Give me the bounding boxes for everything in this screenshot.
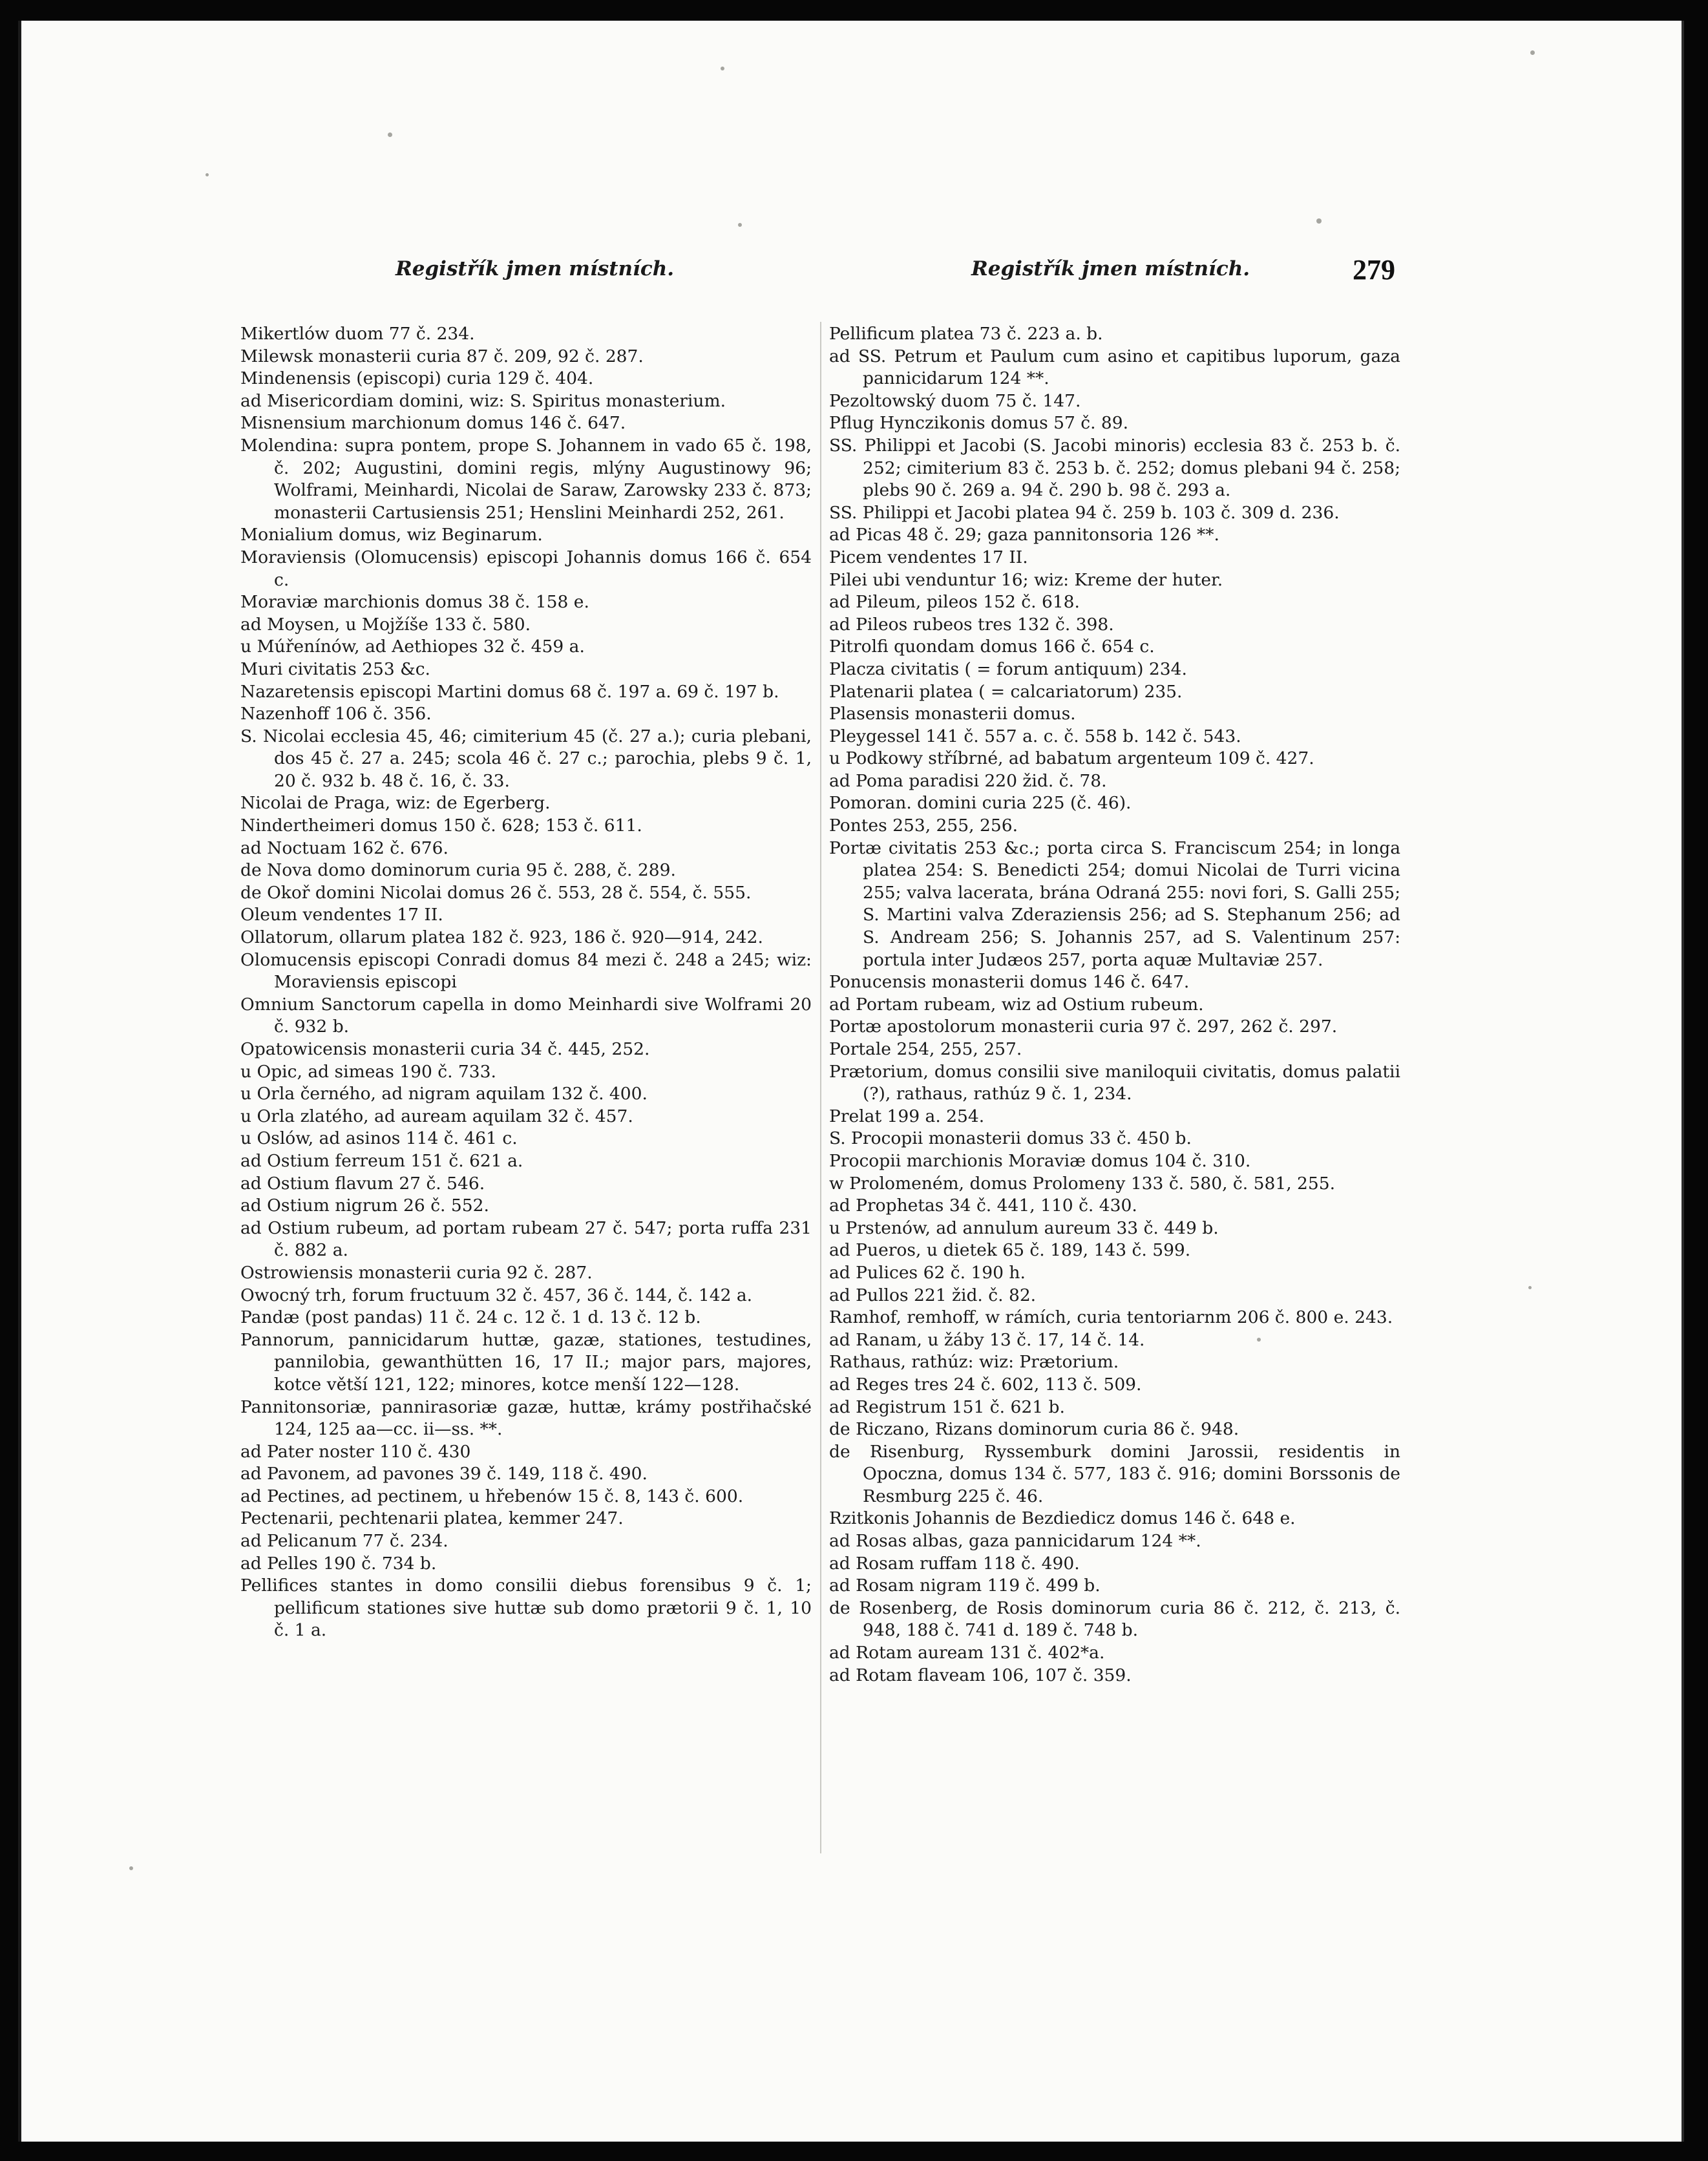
dust-speck — [721, 67, 724, 70]
dust-speck — [388, 132, 392, 137]
index-entry: ad Ostium rubeum, ad portam rubeam 27 č. 547; porta ruffa 231 č. 882 a. — [240, 1218, 812, 1261]
index-entry: de Nova domo dominorum curia 95 č. 288, č. 289. — [240, 860, 676, 881]
index-entry: Pleygessel 141 č. 557 a. c. č. 558 b. 142 č. 543. — [829, 726, 1241, 746]
index-entry: ad Pullos 221 žid. č. 82. — [829, 1285, 1037, 1305]
index-entry: ad SS. Petrum et Paulum cum asino et capitibus luporum, gaza pannicidarum 124 **. — [829, 346, 1400, 389]
index-entry: ad Portam rubeam, wiz ad Ostium rubeum. — [829, 994, 1204, 1015]
dust-speck — [738, 223, 742, 227]
dust-speck — [206, 173, 209, 176]
index-entry: Pomoran. domini curia 225 (č. 46). — [829, 793, 1132, 814]
index-entry: Monialium domus, wiz Beginarum. — [240, 525, 543, 545]
index-entry: Mindenensis (episcopi) curia 129 č. 404. — [240, 368, 594, 389]
index-entry: de Rosenberg, de Rosis dominorum curia 86 č. 212, č. 213, č. 948, 188 č. 741 d. 189 č. 748 b. — [829, 1597, 1400, 1641]
left-running-head: Registřík jmen místních. — [395, 257, 675, 280]
column-divider — [820, 322, 821, 1853]
index-entry: ad Pavonem, ad pavones 39 č. 149, 118 č. 490. — [240, 1464, 648, 1484]
index-entry: u Podkowy stříbrné, ad babatum argenteum 109 č. 427. — [829, 748, 1314, 769]
index-entry: Olomucensis episcopi Conradi domus 84 mezi č. 248 a 245; wiz: Moraviensis episcopi — [240, 949, 812, 993]
index-entry: Pectenarii, pechtenarii platea, kemmer 247. — [240, 1508, 624, 1529]
index-entry: u Opic, ad simeas 190 č. 733. — [240, 1061, 496, 1082]
index-entry: Portæ civitatis 253 &c.; porta circa S. Franciscum 254; in longa platea 254: S. Benedicti 254; domui Nicolai de Turri vicina 255; valva lacerata, brána Odraná 255: novi fori, S. Galli 255; S. Martini valva Zderaziensis 256; ad S. Stephanum 256; ad S. Andream 256; S. Johannis 257, ad S. Valentinum 257: portula inter Judæos 257, porta aquæ Multaviæ 257. — [829, 838, 1400, 970]
index-entry: ad Pileos rubeos tres 132 č. 398. — [829, 614, 1114, 635]
index-entry: ad Misericordiam domini, wiz: S. Spiritus monasterium. — [240, 390, 726, 411]
index-entry: ad Reges tres 24 č. 602, 113 č. 509. — [829, 1374, 1142, 1395]
index-entry: Plasensis monasterii domus. — [829, 704, 1076, 724]
dust-speck — [1257, 1338, 1261, 1342]
index-column-left — [240, 323, 812, 1642]
index-entry: Pflug Hynczikonis domus 57 č. 89. — [829, 413, 1129, 434]
index-entry: Rathaus, rathúz: wiz: Prætorium. — [829, 1352, 1119, 1373]
index-column-right — [829, 323, 1400, 1687]
index-entry: Omnium Sanctorum capella in domo Meinhardi sive Wolframi 20 č. 932 b. — [240, 994, 812, 1037]
index-entry: Procopii marchionis Moraviæ domus 104 č. 310. — [829, 1150, 1251, 1171]
index-entry: u Orla zlatého, ad auream aquilam 32 č. 457. — [240, 1106, 633, 1126]
index-entry: ad Pelles 190 č. 734 b. — [240, 1553, 437, 1574]
dust-speck — [1528, 1286, 1532, 1289]
dust-speck — [129, 1866, 133, 1870]
index-entry: Prætorium, domus consilii sive maniloquii civitatis, domus palatii (?), rathaus, rathúz 9 č. 1, 234. — [829, 1061, 1400, 1104]
page-number: 279 — [1353, 254, 1395, 286]
index-entry: Rzitkonis Johannis de Bezdiedicz domus 146 č. 648 e. — [829, 1508, 1296, 1529]
index-entry: ad Ostium ferreum 151 č. 621 a. — [240, 1150, 523, 1171]
index-entry: Pellifices stantes in domo consilii diebus forensibus 9 č. 1; pellificum stationes sive huttæ sub domo prætorii 9 č. 1, 10 č. 1 a. — [240, 1576, 812, 1641]
index-entry: u Múřenínów, ad Aethiopes 32 č. 459 a. — [240, 637, 585, 657]
index-entry: u Prstenów, ad annulum aureum 33 č. 449 b. — [829, 1218, 1219, 1238]
index-entry: Pandæ (post pandas) 11 č. 24 c. 12 č. 1 d. 13 č. 12 b. — [240, 1307, 701, 1328]
index-entry: ad Poma paradisi 220 žid. č. 78. — [829, 770, 1107, 791]
index-entry: Prelat 199 a. 254. — [829, 1106, 985, 1126]
index-entry: Portale 254, 255, 257. — [829, 1039, 1022, 1059]
index-entry: Moraviæ marchionis domus 38 č. 158 e. — [240, 592, 589, 613]
right-running-head: Registřík jmen místních. — [971, 257, 1250, 280]
index-entry: S. Procopii monasterii domus 33 č. 450 b. — [829, 1128, 1192, 1149]
index-entry: Nindertheimeri domus 150 č. 628; 153 č. 611. — [240, 816, 642, 836]
index-entry: Ramhof, remhoff, w rámích, curia tentoriarnm 206 č. 800 e. 243. — [829, 1307, 1393, 1328]
index-entry: S. Nicolai ecclesia 45, 46; cimiterium 45 (č. 27 a.); curia plebani, dos 45 č. 27 a. 245; scola 46 č. 27 c.; parochia, plebs 9 č. 1, 20 č. 932 b. 48 č. 16, č. 33. — [240, 726, 812, 791]
index-entry: ad Ostium flavum 27 č. 546. — [240, 1173, 485, 1194]
index-entry: Ponucensis monasterii domus 146 č. 647. — [829, 972, 1190, 993]
index-entry: ad Prophetas 34 č. 441, 110 č. 430. — [829, 1196, 1137, 1216]
index-entry: Molendina: supra pontem, prope S. Johannem in vado 65 č. 198, č. 202; Augustini, domini regis, mlýny Augustinowy 96; Wolframi, Meinhardi, Nicolai de Saraw, Zarowsky 233 č. 873; monasterii Cartusiensis 251; Henslini Meinhardi 252, 261. — [240, 435, 812, 523]
index-entry: de Okoř domini Nicolai domus 26 č. 553, 28 č. 554, č. 555. — [240, 882, 752, 903]
index-entry: de Risenburg, Ryssemburk domini Jarossii, residentis in Opoczna, domus 134 č. 577, 183 č. 916; domini Borssonis de Resmburg 225 č. 46. — [829, 1441, 1400, 1506]
index-entry: ad Registrum 151 č. 621 b. — [829, 1397, 1065, 1417]
index-entry: Oleum vendentes 17 II. — [240, 905, 443, 925]
index-entry: Owocný trh, forum fructuum 32 č. 457, 36 č. 144, č. 142 a. — [240, 1285, 753, 1305]
index-entry: ad Rosas albas, gaza pannicidarum 124 **. — [829, 1531, 1201, 1552]
index-entry: Pontes 253, 255, 256. — [829, 816, 1018, 836]
index-entry: Portæ apostolorum monasterii curia 97 č. 297, 262 č. 297. — [829, 1017, 1338, 1037]
index-entry: Placza civitatis ( = forum antiquum) 234. — [829, 659, 1187, 679]
index-entry: Opatowicensis monasterii curia 34 č. 445, 252. — [240, 1039, 650, 1059]
index-entry: ad Ostium nigrum 26 č. 552. — [240, 1196, 489, 1216]
index-entry: ad Noctuam 162 č. 676. — [240, 838, 448, 858]
index-entry: Platenarii platea ( = calcariatorum) 235. — [829, 681, 1183, 702]
index-entry: Pannorum, pannicidarum huttæ, gazæ, stationes, testudines, pannilobia, gewanthütten 16, 17 II.; major pars, majores, kotce větší 121, 122; minores, kotce menší 122—128. — [240, 1329, 812, 1395]
index-entry: Pellificum platea 73 č. 223 a. b. — [829, 324, 1103, 344]
index-entry: ad Pileum, pileos 152 č. 618. — [829, 592, 1080, 613]
index-entry: ad Rotam auream 131 č. 402*a. — [829, 1643, 1105, 1663]
index-entry: ad Rosam ruffam 118 č. 490. — [829, 1553, 1080, 1574]
index-entry: Nicolai de Praga, wiz: de Egerberg. — [240, 793, 551, 814]
index-entry: ad Rotam flaveam 106, 107 č. 359. — [829, 1665, 1132, 1685]
index-entry: ad Pectines, ad pectinem, u hřebenów 15 č. 8, 143 č. 600. — [240, 1486, 744, 1506]
index-entry: Nazenhoff 106 č. 356. — [240, 704, 432, 724]
index-entry: Misnensium marchionum domus 146 č. 647. — [240, 413, 626, 434]
index-entry: Ostrowiensis monasterii curia 92 č. 287. — [240, 1262, 593, 1283]
index-entry: Muri civitatis 253 &c. — [240, 659, 430, 679]
index-entry: Moraviensis (Olomucensis) episcopi Johannis domus 166 č. 654 c. — [240, 547, 812, 590]
index-entry: SS. Philippi et Jacobi (S. Jacobi minoris) ecclesia 83 č. 253 b. č. 252; cimiterium 83 č. 253 b. č. 252; domus plebani 94 č. 258; plebs 90 č. 269 a. 94 č. 290 b. 98 č. 293 a. — [829, 435, 1400, 501]
index-entry: Picem vendentes 17 II. — [829, 547, 1028, 567]
index-entry: Pilei ubi venduntur 16; wiz: Kreme der huter. — [829, 569, 1223, 590]
index-entry: Pitrolfi quondam domus 166 č. 654 c. — [829, 637, 1155, 657]
index-entry: ad Pulices 62 č. 190 h. — [829, 1262, 1026, 1283]
index-entry: Pannitonsoriæ, pannirasoriæ gazæ, huttæ, krámy postřihačské 124, 125 aa—cc. ii—ss. **. — [240, 1397, 812, 1440]
index-entry: ad Rosam nigram 119 č. 499 b. — [829, 1576, 1101, 1596]
index-entry: ad Picas 48 č. 29; gaza pannitonsoria 126 **. — [829, 525, 1219, 545]
index-entry: ad Moysen, u Mojžíše 133 č. 580. — [240, 614, 531, 635]
index-entry: Nazaretensis episcopi Martini domus 68 č. 197 a. 69 č. 197 b. — [240, 681, 779, 702]
index-entry: Milewsk monasterii curia 87 č. 209, 92 č. 287. — [240, 346, 644, 366]
index-entry: Pezoltowský duom 75 č. 147. — [829, 390, 1081, 411]
index-entry: u Oslów, ad asinos 114 č. 461 c. — [240, 1128, 518, 1149]
index-entry: ad Ranam, u žáby 13 č. 17, 14 č. 14. — [829, 1329, 1145, 1350]
index-entry: ad Pelicanum 77 č. 234. — [240, 1531, 448, 1552]
index-entry: de Riczano, Rizans dominorum curia 86 č. 948. — [829, 1419, 1239, 1440]
index-entry: ad Pueros, u dietek 65 č. 189, 143 č. 599. — [829, 1240, 1191, 1261]
index-entry: u Orla černého, ad nigram aquilam 132 č. 400. — [240, 1084, 648, 1104]
index-entry: SS. Philippi et Jacobi platea 94 č. 259 b. 103 č. 309 d. 236. — [829, 502, 1340, 523]
index-entry: w Prolomeném, domus Prolomeny 133 č. 580, č. 581, 255. — [829, 1173, 1336, 1194]
dust-speck — [1530, 50, 1535, 55]
index-entry: Ollatorum, ollarum platea 182 č. 923, 186 č. 920—914, 242. — [240, 927, 763, 948]
index-entry: Mikertlów duom 77 č. 234. — [240, 324, 475, 344]
index-entry: ad Pater noster 110 č. 430 — [240, 1441, 471, 1462]
dust-speck — [1316, 218, 1322, 224]
